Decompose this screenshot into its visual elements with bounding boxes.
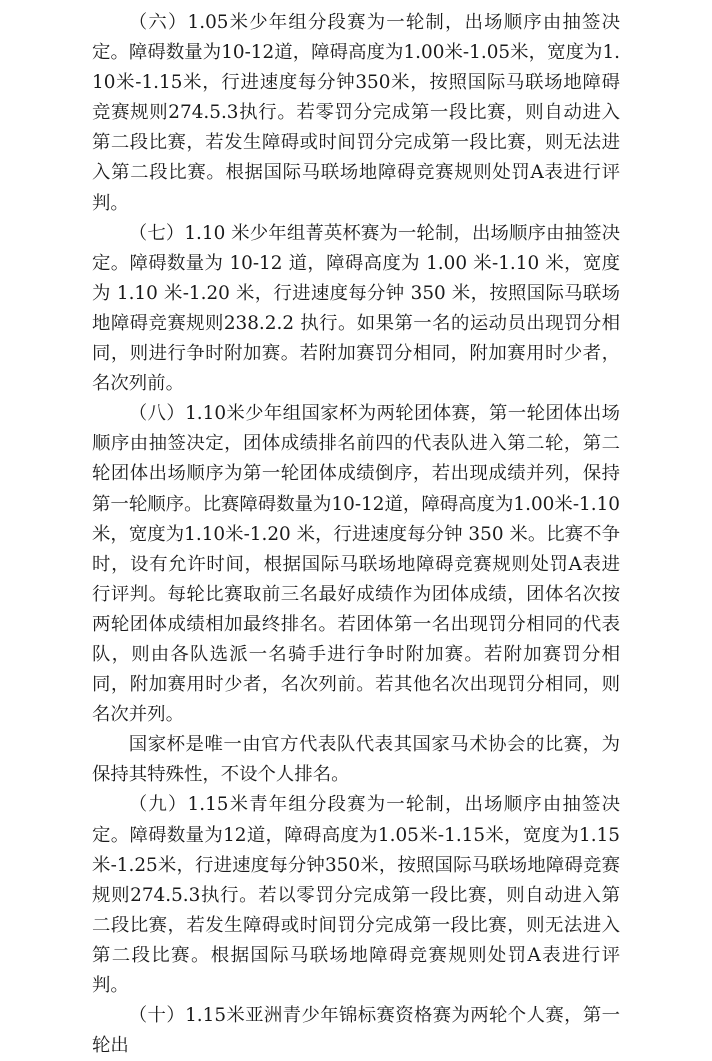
paragraph-nine: （九）1.15米青年组分段赛为一轮制，出场顺序由抽签决定。障碍数量为12道，障碍高度为1.05米-1.15米，宽度为1.15米-1.25米，行进速度每分钟350米，按照国际马联场地障碍竞赛规则274.5.3执行。若以零罚分完成第一段比赛，则自动进入第二段比赛，若发生障碍或时间罚分完成第一段比赛，则无法进入第二段比赛。根据国际马联场地障碍竞赛规则处罚A表进行评判。 xyxy=(92,794,620,996)
paragraph-nations-cup-note: 国家杯是唯一由官方代表队代表其国家马术协会的比赛，为保持其特殊性，不设个人排名。 xyxy=(92,734,620,786)
paragraph-eight: （八）1.10米少年组国家杯为两轮团体赛，第一轮团体出场顺序由抽签决定，团体成绩排名前四的代表队进入第二轮，第二轮团体出场顺序为第一轮团体成绩倒序，若出现成绩并列，保持第一轮顺序。比赛障碍数量为10-12道，障碍高度为1.00米-1.10米，宽度为1.10米-1.20 米，行进速度每分钟 350 米。比赛不争时，设有允许时间，根据国际马联场地障碍竞赛规则处罚A表进行评判。每轮比赛取前三名最好成绩作为团体成绩，团体名次按两轮团体成绩相加最终排名。若团体第一名出现罚分相同的代表队，则由各队选派一名骑手进行争时附加赛。若附加赛罚分相同，附加赛用时少者，名次列前。若其他名次出现罚分相同，则名次并列。 xyxy=(92,403,620,726)
paragraph-ten: （十）1.15米亚洲青少年锦标赛资格赛为两轮个人赛，第一轮出 xyxy=(92,1005,620,1057)
paragraph-six: （六）1.05米少年组分段赛为一轮制，出场顺序由抽签决定。障碍数量为10-12道，障碍高度为1.00米-1.05米，宽度为1.10米-1.15米，行进速度每分钟350米，按照国际马联场地障碍竞赛规则274.5.3执行。若零罚分完成第一段比赛，则自动进入第二段比赛，若发生障碍或时间罚分完成第一段比赛，则无法进入第二段比赛。根据国际马联场地障碍竞赛规则处罚A表进行评判。 xyxy=(92,12,620,214)
paragraph-seven: （七）1.10 米少年组菁英杯赛为一轮制，出场顺序由抽签决定。障碍数量为 10-12 道，障碍高度为 1.00 米-1.10 米，宽度为 1.10 米-1.20 米，行进速度每分钟 350 米，按照国际马联场地障碍竞赛规则238.2.2 执行。如果第一名的运动员出现罚分相同，则进行争时附加赛。若附加赛罚分相同，附加赛用时少者，名次列前。 xyxy=(92,222,620,395)
